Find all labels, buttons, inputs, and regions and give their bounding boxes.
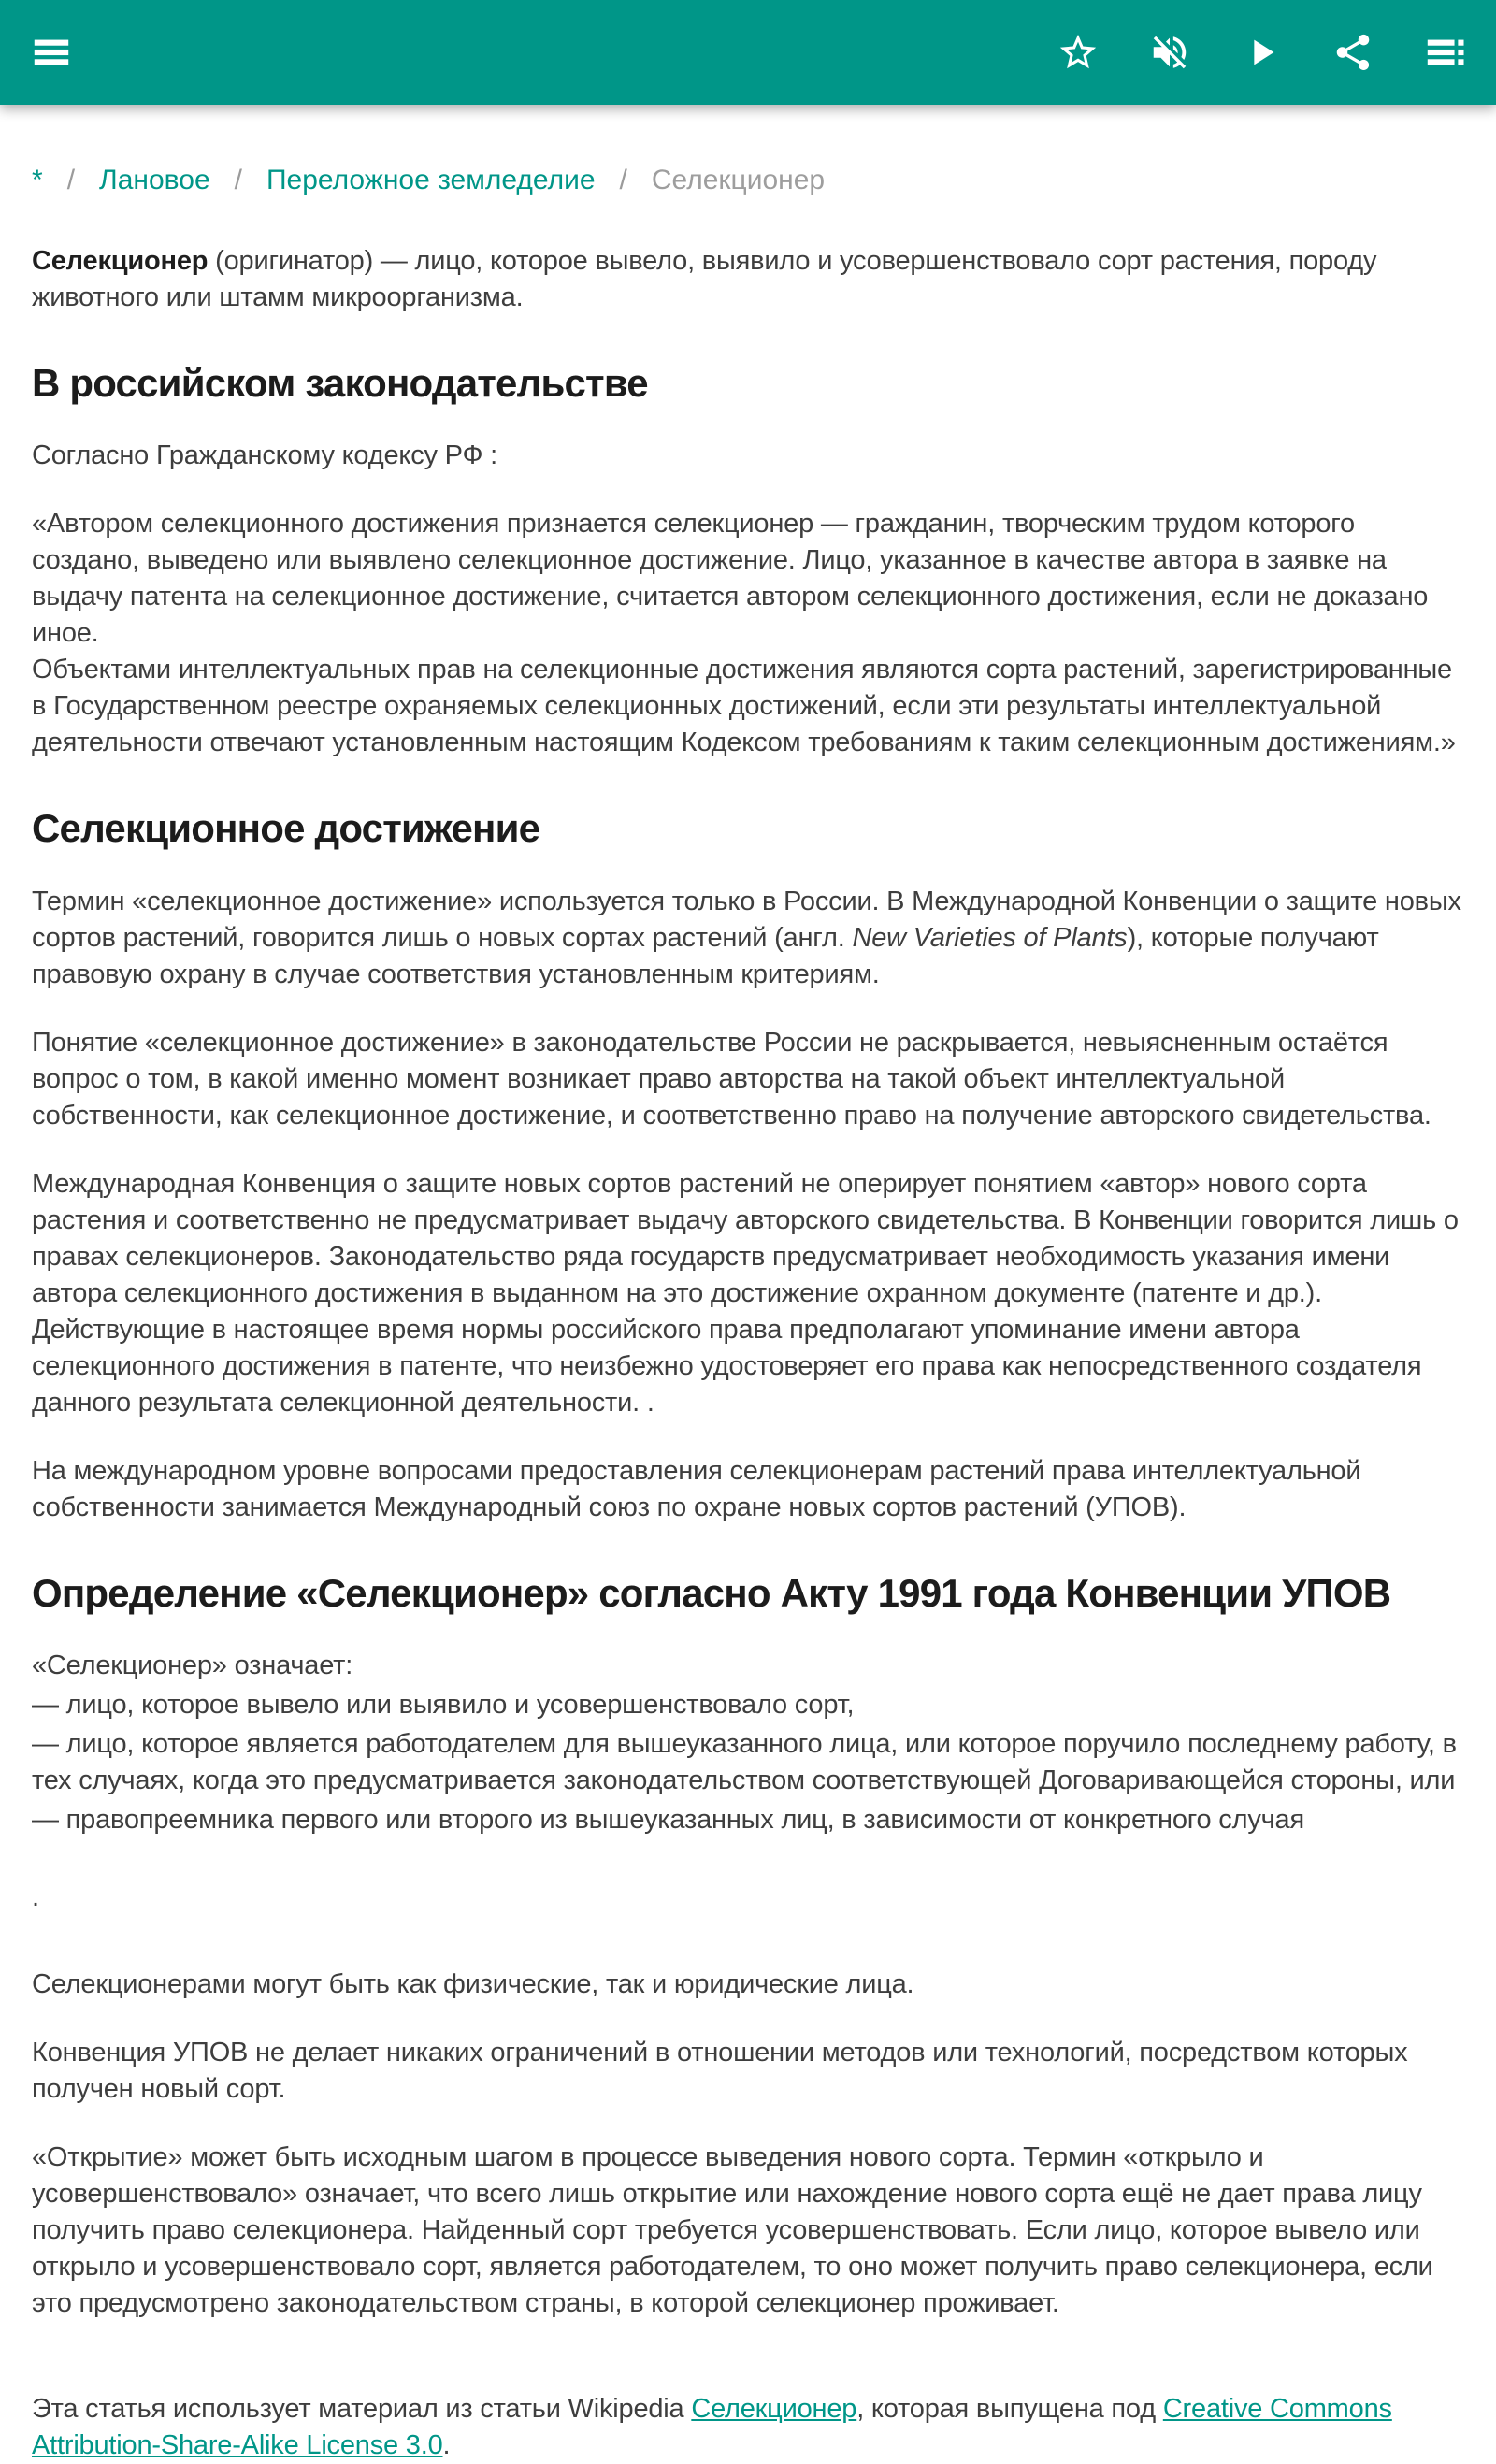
footer-text-3: .: [442, 2429, 451, 2460]
breadcrumb-separator: /: [66, 165, 76, 195]
menu-icon: [30, 31, 73, 74]
toc-icon: [1423, 31, 1466, 74]
breadcrumb-current: Селекционер: [651, 165, 826, 195]
breadcrumb-separator: /: [234, 165, 242, 195]
attribution-footer: [32, 2391, 1464, 2464]
app-bar: [0, 0, 1496, 105]
play-icon: [1240, 31, 1283, 74]
section3-title: Определение «Селекционер» согласно Акту 1991 года Конвенции УПОВ: [32, 1570, 1391, 1615]
section2-paragraph-4: На международном уровне вопросами предоставления селекционерам растений права интеллектуальной собственности занимается Международный союз по охране новых сортов растений (УПОВ).: [32, 1455, 1361, 1522]
section2-title: Селекционное достижение: [32, 806, 540, 851]
toc-button[interactable]: [1421, 29, 1468, 76]
footer-text-1: Эта статья использует материал из статьи Wikipedia: [32, 2393, 692, 2424]
lead-text: (оригинатор) — лицо, которое вывело, выявило и усовершенствовало сорт растения, породу животного или штамм микроорганизма.: [32, 246, 1377, 312]
wikipedia-article-link[interactable]: Селекционер: [691, 2393, 857, 2424]
section1-title: В российском законодательстве: [32, 361, 648, 405]
volume-off-icon: [1148, 31, 1191, 74]
breadcrumb-root-link[interactable]: *: [32, 165, 43, 195]
stray-dot-paragraph: .: [32, 1881, 39, 1912]
breadcrumb: [32, 165, 1464, 196]
breadcrumb-link-lanovoe[interactable]: Лановое: [99, 165, 210, 195]
mute-button[interactable]: [1146, 29, 1193, 76]
breadcrumb-separator: /: [619, 165, 627, 195]
p1-italic-phrase: New Varieties of Plants: [852, 922, 1128, 953]
footer-text-2: , которая выпущена под: [856, 2393, 1163, 2424]
definition-item: — лицо, которое является работодателем для вышеуказанного лица, или которое поручило последнему работу, в тех случаях, когда это предусматривается законодательством соответствующей Договаривающейся стороны, или: [32, 1728, 1457, 1795]
quote-line2: Объектами интеллектуальных прав на селекционные достижения являются сорта растений, зарегистрированные в Государственном реестре охраняемых селекционных достижений, если эти результаты интеллектуальной деятельности отвечают установленным настоящим Кодексом требованиям к таким селекционным достижениям.»: [32, 655, 1456, 758]
definition-item: — правопреемника первого или второго из вышеуказанных лиц, в зависимости от конкретного случая: [32, 1804, 1304, 1835]
section3-paragraph-2: Конвенция УПОВ не делает никаких ограничений в отношении методов или технологий, посредством которых получен новый сорт.: [32, 2037, 1408, 2104]
share-icon: [1331, 31, 1374, 74]
section1-quote: [32, 506, 1464, 761]
lead-paragraph: [32, 243, 1464, 316]
section3-paragraph-3: «Открытие» может быть исходным шагом в процессе выведения нового сорта. Термин «открыло и усовершенствовало» означает, что всего лишь открытие или нахождение нового сорта ещё не дает права лицу получить право селекционера. Найденный сорт требуется усовершенствовать. Если лицо, которое вывело или открыло и усовершенствовало сорт, является работодателем, то оно может получить право селекционера, если это предусмотрено законодательством страны, в которой селекционер проживает.: [32, 2141, 1433, 2318]
section3-paragraph-1: Селекционерами могут быть как физические, так и юридические лица.: [32, 1968, 914, 1999]
section2-paragraph-2: Понятие «селекционное достижение» в законодательстве России не раскрывается, невыясненным остаётся вопрос о том, в какой именно момент возникает право авторства на такой объект интеллектуальной собственности, как селекционное достижение, и соответственно право на получение авторского свидетельства.: [32, 1027, 1431, 1131]
share-button[interactable]: [1330, 29, 1376, 76]
definition-item: — лицо, которое вывело или выявило и усовершенствовало сорт,: [32, 1689, 855, 1720]
page-content: [0, 165, 1496, 2464]
breadcrumb-link-perelozhnoe[interactable]: Переложное земледелие: [266, 165, 596, 195]
play-button[interactable]: [1238, 29, 1285, 76]
article: [32, 243, 1464, 2464]
star-outline-icon: [1057, 31, 1100, 74]
quote-line1: «Автором селекционного достижения признается селекционер — гражданин, творческим трудом которого создано, выведено или выявлено селекционное достижение. Лицо, указанное в качестве автора в заявке на выдачу патента на селекционное достижение, считается автором селекционного достижения, если не доказано иное.: [32, 509, 1429, 649]
section2-paragraph-3: Международная Конвенция о защите новых сортов растений не оперирует понятием «автор» нового сорта растения и соответственно не предусматривает выдачу авторского свидетельства. В Конвенции говорится лишь о правах селекционеров. Законодательство ряда государств предусматривает необходимость указания имени автора селекционного достижения в выданном на это достижение охранном документе (патенте и др.). Действующие в настоящее время нормы российского права предполагают упоминание имени автора селекционного достижения в патенте, что неизбежно удостоверяет его права как непосредственного создателя данного результата селекционной деятельности. .: [32, 1168, 1459, 1418]
section1-intro: Согласно Гражданскому кодексу РФ :: [32, 440, 498, 471]
license-link[interactable]: Creative Commons Attribution-Share-Alike License 3.0: [32, 2393, 1392, 2460]
menu-button[interactable]: [28, 29, 75, 76]
definition-intro: «Селекционер» означает:: [32, 1650, 353, 1680]
bookmark-button[interactable]: [1055, 29, 1101, 76]
definition-block: [32, 1648, 1464, 1838]
section2-paragraph-1: [32, 884, 1464, 993]
lead-term: Селекционер: [32, 246, 209, 276]
p1-after-italic: ), которые получают правовую охрану в случае соответствия установленным критериям.: [32, 922, 1379, 989]
p1-before-italic: Термин «селекционное достижение» используется только в России. В Международной Конвенции о защите новых сортов растений, говорится лишь о новых сортах растений (англ.: [32, 886, 1461, 953]
